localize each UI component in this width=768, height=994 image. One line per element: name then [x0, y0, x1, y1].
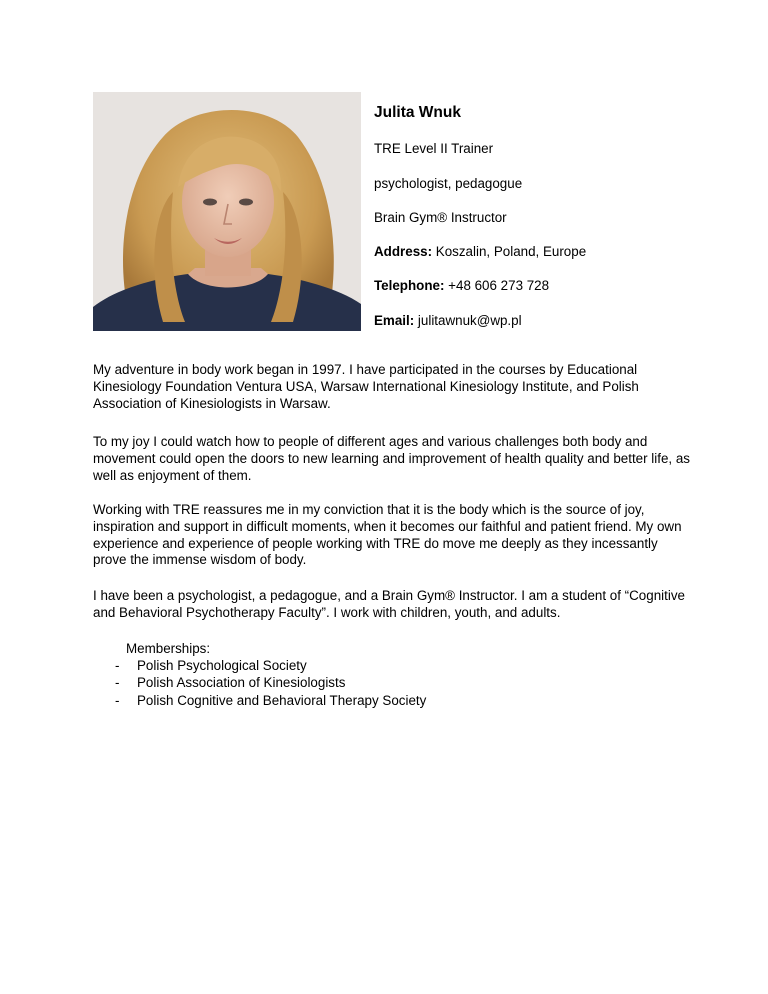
membership-text: Polish Association of Kinesiologists — [137, 675, 346, 691]
list-bullet: - — [115, 675, 120, 691]
membership-item — [93, 657, 426, 674]
membership-text: Polish Psychological Society — [137, 658, 307, 674]
telephone-label: Telephone: — [374, 278, 445, 293]
membership-item — [93, 674, 426, 691]
email-value: julitawnuk@wp.pl — [417, 313, 522, 328]
memberships-list — [93, 657, 426, 709]
email-label: Email: — [374, 313, 415, 328]
list-bullet: - — [115, 658, 120, 674]
address-row — [374, 244, 586, 259]
paragraph-text: Working with TRE reassures me in my conviction that it is the body which is the source of joy, inspiration and support in difficult moments, when it becomes our faithful and patient friend. My own experience and experience of people working with TRE do move me deeply as they incessantly prove the immense wisdom of body. — [93, 502, 682, 568]
address-label: Address: — [374, 244, 433, 259]
paragraph-text: I have been a psychologist, a pedagogue, and a Brain Gym® Instructor. I am a student of “Cognitive and Behavioral Psychotherapy Faculty”. I work with children, youth, and adults. — [93, 588, 685, 620]
paragraph-4 — [93, 588, 693, 622]
memberships-heading: Memberships: — [126, 641, 211, 656]
memberships-section — [93, 640, 426, 709]
profile-title-braingym: Brain Gym® Instructor — [374, 210, 507, 225]
paragraph-text: To my joy I could watch how to people of different ages and various challenges both body and movement could open the doors to new learning and improvement of health quality and better life, as well as enjoyment of them. — [93, 434, 690, 483]
paragraph-text: My adventure in body work began in 1997. I have participated in the courses by Educational Kinesiology Foundation Ventura USA, Warsaw International Kinesiology Institute, and Polish Association of Kinesiologists in Warsaw. — [93, 362, 639, 411]
address-value: Koszalin, Poland, Europe — [435, 244, 587, 259]
profile-photo — [93, 92, 361, 331]
telephone-value: +48 606 273 728 — [448, 278, 550, 293]
paragraph-2 — [93, 434, 693, 484]
profile-title-profession: psychologist, pedagogue — [374, 176, 523, 191]
profile-name: Julita Wnuk — [374, 104, 461, 121]
telephone-row — [374, 278, 549, 293]
paragraph-3 — [93, 502, 693, 569]
list-bullet: - — [115, 692, 120, 708]
membership-text: Polish Cognitive and Behavioral Therapy Society — [137, 692, 427, 708]
email-row — [374, 313, 522, 328]
membership-item — [93, 692, 426, 709]
paragraph-1 — [93, 362, 693, 412]
portrait-illustration — [93, 92, 361, 331]
profile-title-tre: TRE Level II Trainer — [374, 141, 494, 156]
